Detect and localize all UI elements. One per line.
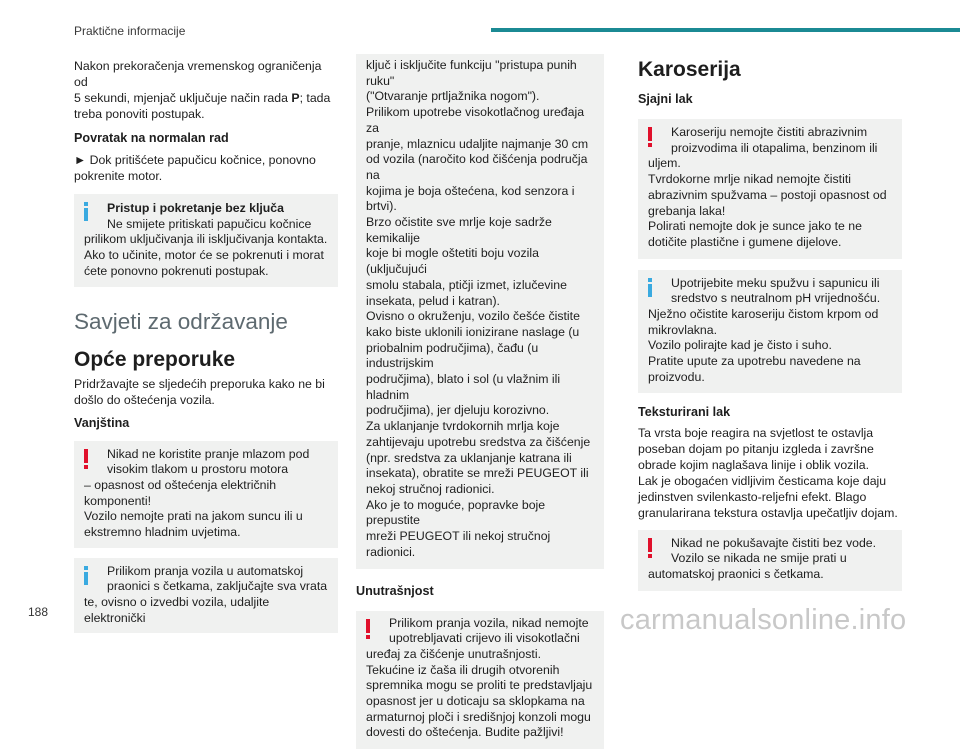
column-1 bbox=[74, 58, 338, 633]
warning-icon bbox=[648, 538, 652, 558]
column-3 bbox=[638, 58, 902, 591]
paragraph-recommendations: Pridržavajte se sljedećih preporuka kako ne bi došlo do oštećenja vozila. bbox=[74, 376, 338, 408]
warning-box-interior: Prilikom pranja vozila, nikad nemojte upotrebljavati crijevo ili visokotlačni uređaj za čišćenje unutrašnjosti. Tekućine iz čaša ili drugih otvorenih spremnika mogu se proliti te predstavljaju opasnost jer u doticaju sa sklopkama na armaturnoj ploči i središnjoj konzoli mogu dovesti do oštećenja. Budite pažljivi! bbox=[356, 611, 604, 749]
heading-general-recommendations: Opće preporuke bbox=[74, 348, 338, 372]
warning-icon bbox=[84, 449, 88, 469]
info-box-keyless: Pristup i pokretanje bez ključa Ne smijete pritiskati papučicu kočnice prilikom uključivanja ili isključivanja kontakta. Ako to učinite, motor će se pokrenuti i morat ćete ponovno pokrenuti postupak. bbox=[74, 194, 338, 287]
warning-icon bbox=[648, 127, 652, 147]
info-box-automatic-wash: Prilikom pranja vozila u automatskoj praonici s četkama, zaključajte sva vrata te, ovisno o izvedbi vozila, udaljite elektronički bbox=[74, 558, 338, 633]
subheading-interior: Unutrašnjost bbox=[356, 583, 604, 599]
paragraph-restart-engine: ► Dok pritišćete papučicu kočnice, ponovno pokrenite motor. bbox=[74, 152, 338, 184]
subheading-textured-paint: Teksturirani lak bbox=[638, 404, 902, 420]
subheading-gloss-paint: Sjajni lak bbox=[638, 91, 902, 107]
subheading-exterior: Vanjština bbox=[74, 415, 338, 431]
paragraph-textured-paint: Ta vrsta boje reagira na svjetlost te ostavlja poseban dojam po pitanju izgleda i završne obrade kojim naglašava linije i oblik vozila. Lak je obogaćen vidljivim česticama koje daju jedinstven svilenkasto-reljefni efekt. Blago granularirana tekstura ostavlja upečatljiv dojam. bbox=[638, 425, 902, 521]
info-box-continued: ključ i isključite funkciju "pristupa punih ruku" ("Otvaranje prtljažnika nogom"). Prilikom upotrebe visokotlačnog uređaja za pranje, mlaznicu udaljite najmanje 30 cm od vozila (naročito kod čišćenja područja na kojima je boja oštećena, kod senzora i brtvi). Brzo očistite sve mrlje koje sadrže kemikalije koje bi mogle oštetiti boju vozila (uključujući smolu stabala, ptičji izmet, izlučevine insekata, pelud i katran). Ovisno o okruženju, vozilo češće čistite kako biste uklonili ionizirane naslage (u priobalnim područjima), čađu (u industrijskim područjima), blato i sol (u vlažnim ili hladnim područjima), jer djeluju korozivno. Za uklanjanje tvrdokornih mrlja koje zahtijevaju upotrebu sredstva za čišćenje (npr. sredstva za uklanjanje katrana ili insekata), obratite se mreži PEUGEOT ili nekoj stručnoj radionici. Ako je to moguće, popravke boje prepustite mreži PEUGEOT ili nekoj stručnoj radionici. bbox=[356, 54, 604, 569]
heading-bodywork: Karoserija bbox=[638, 58, 902, 82]
info-icon bbox=[84, 202, 88, 221]
warning-box-bodywork: Karoseriju nemojte čistiti abrazivnim proizvodima ili otapalima, benzinom ili uljem. Tvrdokorne mrlje nikad nemojte čistiti abrazivnim spužvama – postoji opasnost od grebanja laka! Polirati nemojte dok je sunce jako te ne dotičite plastične i gumene dijelove. bbox=[638, 119, 902, 259]
warning-box-pressure-washing: Nikad ne koristite pranje mlazom pod visokim tlakom u prostoru motora – opasnost od oštećenja električnih komponenti! Vozilo nemojte prati na jakom suncu ili u ekstremno hladnim uvjetima. bbox=[74, 441, 338, 548]
heading-maintenance-tips: Savjeti za održavanje bbox=[74, 309, 338, 335]
header-section-title: Praktične informacije bbox=[74, 24, 185, 38]
watermark: carmanualsonline.info bbox=[620, 604, 906, 637]
subheading-normal-operation: Povratak na normalan rad bbox=[74, 130, 338, 146]
paragraph-timeout: Nakon prekoračenja vremenskog ograničenja od 5 sekundi, mjenjač uključuje način rada P; tada treba ponoviti postupak. bbox=[74, 58, 338, 122]
warning-icon bbox=[366, 619, 370, 639]
column-2 bbox=[356, 54, 604, 749]
info-icon bbox=[84, 566, 88, 585]
page-number: 188 bbox=[28, 605, 48, 619]
info-icon bbox=[648, 278, 652, 297]
header-accent-bar bbox=[491, 28, 960, 32]
info-box-sponge: Upotrijebite meku spužvu i sapunicu ili sredstvo s neutralnom pH vrijednošću. Nježno očistite karoseriju čistom krpom od mikrovlakna. Vozilo polirajte kad je čisto i suho. Pratite upute za upotrebu navedene na proizvodu. bbox=[638, 270, 902, 393]
warning-box-no-water: Nikad ne pokušavajte čistiti bez vode. Vozilo se nikada ne smije prati u automatskoj praonici s četkama. bbox=[638, 530, 902, 591]
